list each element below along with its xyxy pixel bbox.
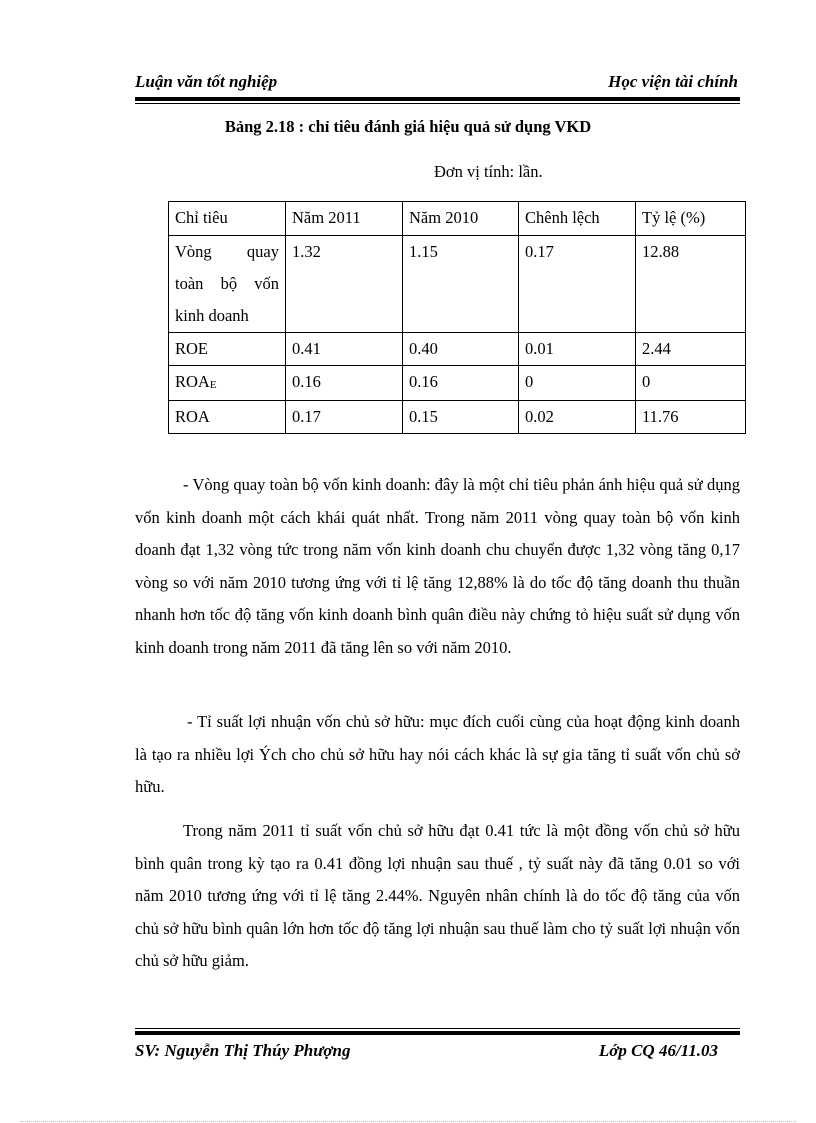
table-cell: 0.41	[286, 333, 403, 366]
row-label: ROE	[169, 333, 286, 366]
paragraph-roe-analysis	[135, 815, 740, 978]
page-header	[135, 72, 740, 98]
header-thesis-label: Luận văn tốt nghiệp	[135, 72, 278, 91]
table-cell: 12.88	[636, 236, 746, 333]
header-cell: Chênh lệch	[519, 202, 636, 236]
row-label-line: Vòng quay	[175, 242, 279, 261]
row-label-subscript: E	[209, 379, 217, 391]
row-label-text: ROA	[175, 372, 210, 391]
table-row	[169, 333, 746, 366]
header-rule-thick	[135, 97, 740, 101]
table-cell: 2.44	[636, 333, 746, 366]
table-cell: 1.15	[403, 236, 519, 333]
table-header-row	[169, 202, 746, 236]
table-row	[169, 366, 746, 401]
header-cell: Tỷ lệ (%)	[636, 202, 746, 236]
row-label-line: kinh doanh	[175, 306, 249, 325]
footer-rule-thin	[135, 1028, 740, 1029]
footer-student: SV: Nguyễn Thị Thúy Phượng	[135, 1041, 351, 1060]
table-cell: 0.16	[286, 366, 403, 401]
table-cell: 0	[519, 366, 636, 401]
header-cell: Chỉ tiêu	[169, 202, 286, 236]
header-rule-thin	[135, 103, 740, 104]
paragraph-text: - Tỉ suất lợi nhuận vốn chủ sở hữu: mục đích cuối cùng của hoạt động kinh doanh là tạo ra nhiều lợi Ých cho chủ sở hữu hay nói cách khác là sự gia tăng tỉ suất vốn chủ sở hữu.	[135, 712, 740, 796]
table-cell: 0.17	[519, 236, 636, 333]
table-cell: 0.02	[519, 401, 636, 434]
table-cell: 0	[636, 366, 746, 401]
header-cell: Năm 2011	[286, 202, 403, 236]
table-title: Bảng 2.18 : chỉ tiêu đánh giá hiệu quả sử dụng VKD	[224, 117, 592, 136]
header-cell: Năm 2010	[403, 202, 519, 236]
table-cell: 0.16	[403, 366, 519, 401]
footer-class: Lớp CQ 46/11.03	[598, 1041, 718, 1060]
paragraph-text: Trong năm 2011 tỉ suất vốn chủ sở hữu đạt 0.41 tức là một đồng vốn chủ sở hữu bình quân trong kỳ tạo ra 0.41 đồng lợi nhuận sau thuế , tỷ suất này đã tăng 0.01 so với năm 2010 tương ứng với tỉ lệ tăng 2.44%. Nguyên nhân chính là do tốc độ tăng của vốn chủ sở hữu bình quân lớn hơn tốc độ tăng lợi nhuận sau thuế làm cho tỷ suất lợi nhuận vốn chủ sở hữu giảm.	[135, 821, 740, 970]
paragraph-text: - Vòng quay toàn bộ vốn kinh doanh: đây là một chỉ tiêu phản ánh hiệu quả sử dụng vốn kinh doanh một cách khái quát nhất. Trong năm 2011 vòng quay toàn bộ vốn kinh doanh đạt 1,32 vòng tức trong năm vốn kinh doanh chu chuyển được 1,32 vòng tăng 0,17 vòng so với năm 2010 tương ứng với tỉ lệ tăng 12,88% là do tốc độ tăng doanh thu thuần nhanh hơn tốc độ tăng vốn kinh doanh bình quân điều này chứng tỏ hiệu suất sử dụng vốn kinh doanh trong năm 2011 đã tăng lên so với năm 2010.	[135, 475, 740, 657]
table-cell: 0.40	[403, 333, 519, 366]
table-cell: 0.01	[519, 333, 636, 366]
table-cell: 11.76	[636, 401, 746, 434]
table-cell: 1.32	[286, 236, 403, 333]
page-footer	[135, 1041, 740, 1065]
efficiency-table	[168, 201, 746, 434]
page-bottom-divider	[20, 1121, 796, 1122]
paragraph-asset-turnover	[135, 469, 740, 664]
table-cell: 0.15	[403, 401, 519, 434]
table-cell: 0.17	[286, 401, 403, 434]
paragraph-roe-intro	[135, 706, 740, 804]
row-label	[169, 236, 286, 333]
footer-rule-thick	[135, 1031, 740, 1035]
table-row	[169, 401, 746, 434]
row-label-line: toàn bộ vốn	[175, 274, 279, 293]
unit-note: Đơn vị tính: lần.	[434, 162, 543, 181]
row-label	[169, 366, 286, 401]
header-institution: Học viện tài chính	[608, 72, 738, 91]
row-label: ROA	[169, 401, 286, 434]
table-row	[169, 236, 746, 333]
